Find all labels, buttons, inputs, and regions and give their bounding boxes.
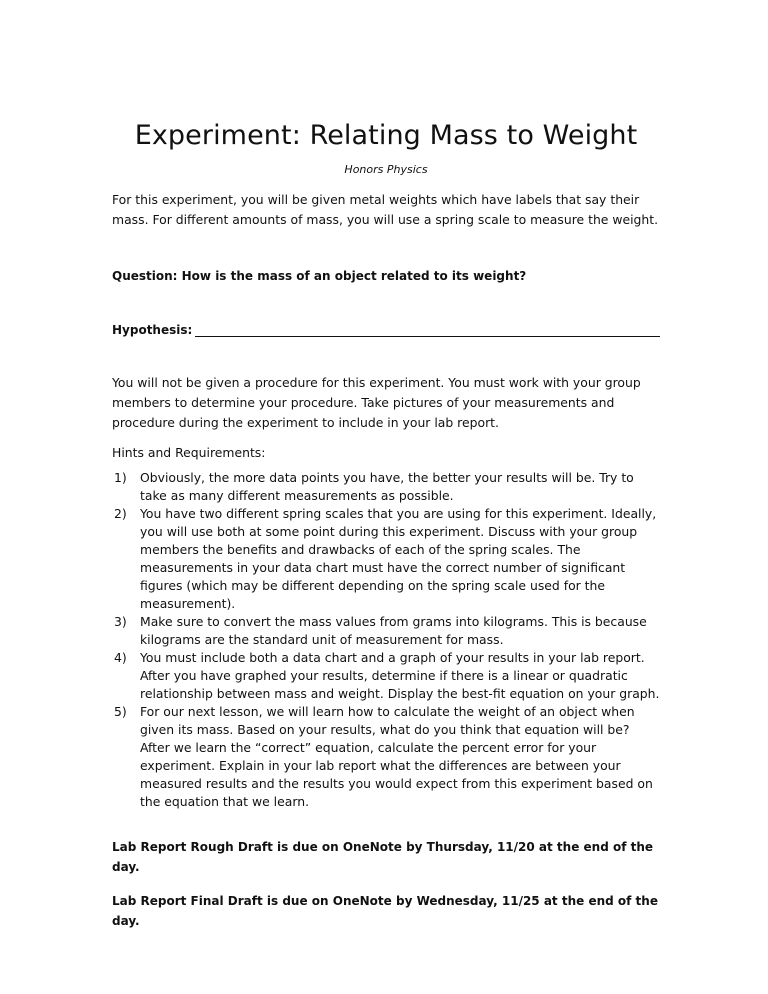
- hints-heading: Hints and Requirements:: [112, 445, 266, 460]
- hint-number: 3): [114, 614, 127, 629]
- procedure-paragraph: You will not be given a procedure for this experiment. You must work with your group members to determine your procedure. Take pictures of your measurements and procedure during the experiment to include in your lab report.: [112, 375, 641, 430]
- hint-text: Obviously, the more data points you have, the better your results will be. Try to take as many different measurements as possible.: [140, 470, 634, 503]
- hints-list: [112, 469, 660, 811]
- hypothesis-label: Hypothesis:: [112, 323, 193, 337]
- rough-draft-due: Lab Report Rough Draft is due on OneNote by Thursday, 11/20 at the end of the day.: [112, 840, 654, 874]
- final-draft-due: Lab Report Final Draft is due on OneNote by Wednesday, 11/25 at the end of the day.: [112, 894, 658, 928]
- hint-text: For our next lesson, we will learn how to calculate the weight of an object when given its mass. Based on your results, what do you think that equation will be? After we learn the “correct” equation, calculate the percent error for your experiment. Explain in your lab report what the differences are between your measured results and the results you would expect from this experiment based on the equation that we learn.: [140, 704, 653, 809]
- hint-number: 2): [114, 506, 127, 521]
- hint-item: [114, 649, 660, 703]
- hypothesis-blank: [195, 322, 660, 337]
- course-name: Honors Physics: [344, 163, 428, 176]
- hint-item: [114, 613, 660, 649]
- hypothesis-line: [112, 322, 660, 337]
- hint-text: You must include both a data chart and a graph of your results in your lab report. After you have graphed your results, determine if there is a linear or quadratic relationship between mass and weight. Display the best-fit equation on your graph.: [140, 650, 660, 701]
- hint-item: [114, 703, 660, 811]
- hint-text: You have two different spring scales that you are using for this experiment. Ideally, you will use both at some point during this experiment. Discuss with your group members the benefits and drawbacks of each of the spring scales. The measurements in your data chart must have the correct number of significant figures (which may be different depending on the spring scale used for the measurement).: [140, 506, 657, 611]
- intro-paragraph: For this experiment, you will be given metal weights which have labels that say their mass. For different amounts of mass, you will use a spring scale to measure the weight.: [112, 192, 659, 227]
- hint-number: 5): [114, 704, 127, 719]
- question-line: Question: How is the mass of an object related to its weight?: [112, 269, 527, 283]
- hint-number: 4): [114, 650, 127, 665]
- hint-text: Make sure to convert the mass values from grams into kilograms. This is because kilograms are the standard unit of measurement for mass.: [140, 614, 647, 647]
- hint-number: 1): [114, 470, 127, 485]
- hint-item: [114, 469, 660, 505]
- document-title: Experiment: Relating Mass to Weight: [134, 120, 638, 151]
- hint-item: [114, 505, 660, 613]
